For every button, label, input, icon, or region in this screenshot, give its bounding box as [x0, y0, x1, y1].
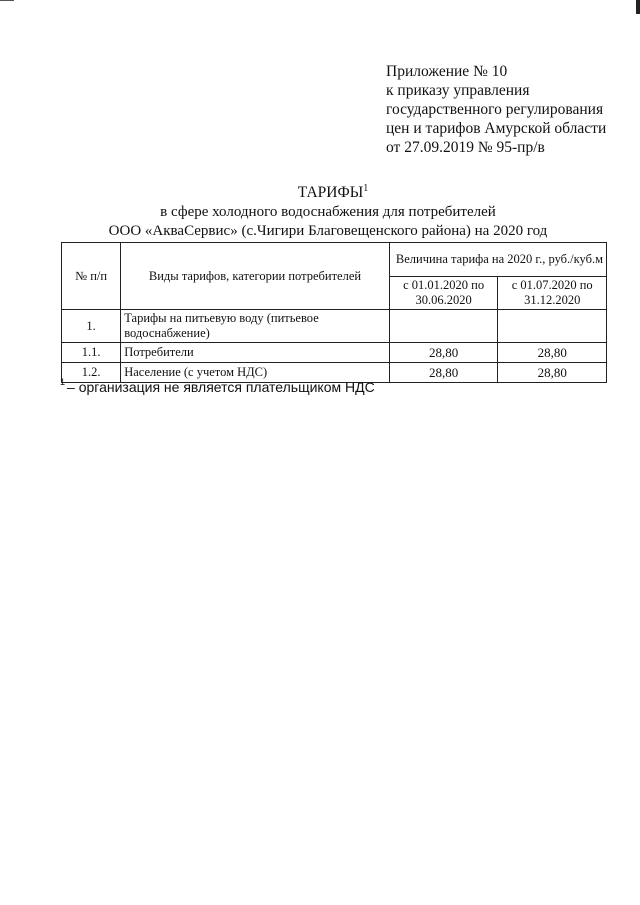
- row-value-period-2: [498, 310, 607, 343]
- row-value-period-1: 28,80: [389, 343, 498, 363]
- row-category: Население (с учетом НДС): [121, 363, 390, 383]
- title-text: ТАРИФЫ: [297, 184, 364, 201]
- scan-edge-mark: [636, 0, 640, 14]
- row-category: Тарифы на питьевую воду (питьевое водоснабжение): [121, 310, 390, 343]
- appendix-header: [386, 62, 606, 157]
- row-category: Потребители: [121, 343, 390, 363]
- document-subtitle: [0, 203, 640, 241]
- appendix-department: государственного регулирования: [386, 101, 604, 118]
- header-category: Виды тарифов, категории потребителей: [121, 243, 390, 310]
- footnote: [60, 378, 375, 396]
- row-value-period-1: 28,80: [389, 363, 498, 383]
- row-number: 1.2.: [62, 363, 121, 383]
- appendix-date: от 27.09.2019 № 95-пр/в: [386, 139, 545, 156]
- table-row: [62, 343, 607, 363]
- row-number: 1.: [62, 310, 121, 343]
- footnote-mark: 1: [60, 377, 66, 387]
- header-number: № п/п: [62, 243, 121, 310]
- row-value-period-1: [389, 310, 498, 343]
- subtitle-line-2: ООО «АкваСервис» (с.Чигири Благовещенского района) на 2020 год: [108, 223, 548, 239]
- row-value-period-2: 28,80: [498, 363, 607, 383]
- row-number: 1.1.: [62, 343, 121, 363]
- header-period-1: с 01.01.2020 по 30.06.2020: [389, 277, 498, 310]
- subtitle-line-1: в сфере холодного водоснабжения для потребителей: [160, 204, 496, 220]
- table-row: [62, 310, 607, 343]
- header-tariff-value: Величина тарифа на 2020 г., руб./куб.м: [389, 243, 606, 277]
- tariff-table: [61, 242, 607, 383]
- appendix-order-ref: к приказу управления: [386, 82, 530, 99]
- table-header-row: [62, 243, 607, 277]
- footnote-text: – организация не является плательщиком НДС: [67, 379, 375, 395]
- header-period-2: с 01.07.2020 по 31.12.2020: [498, 277, 607, 310]
- document-title: [0, 183, 640, 202]
- appendix-region: цен и тарифов Амурской области: [386, 120, 607, 137]
- scan-edge-mark: [0, 0, 14, 1]
- appendix-number: Приложение № 10: [386, 63, 508, 80]
- title-footnote-mark: 1: [363, 183, 369, 194]
- row-value-period-2: 28,80: [498, 343, 607, 363]
